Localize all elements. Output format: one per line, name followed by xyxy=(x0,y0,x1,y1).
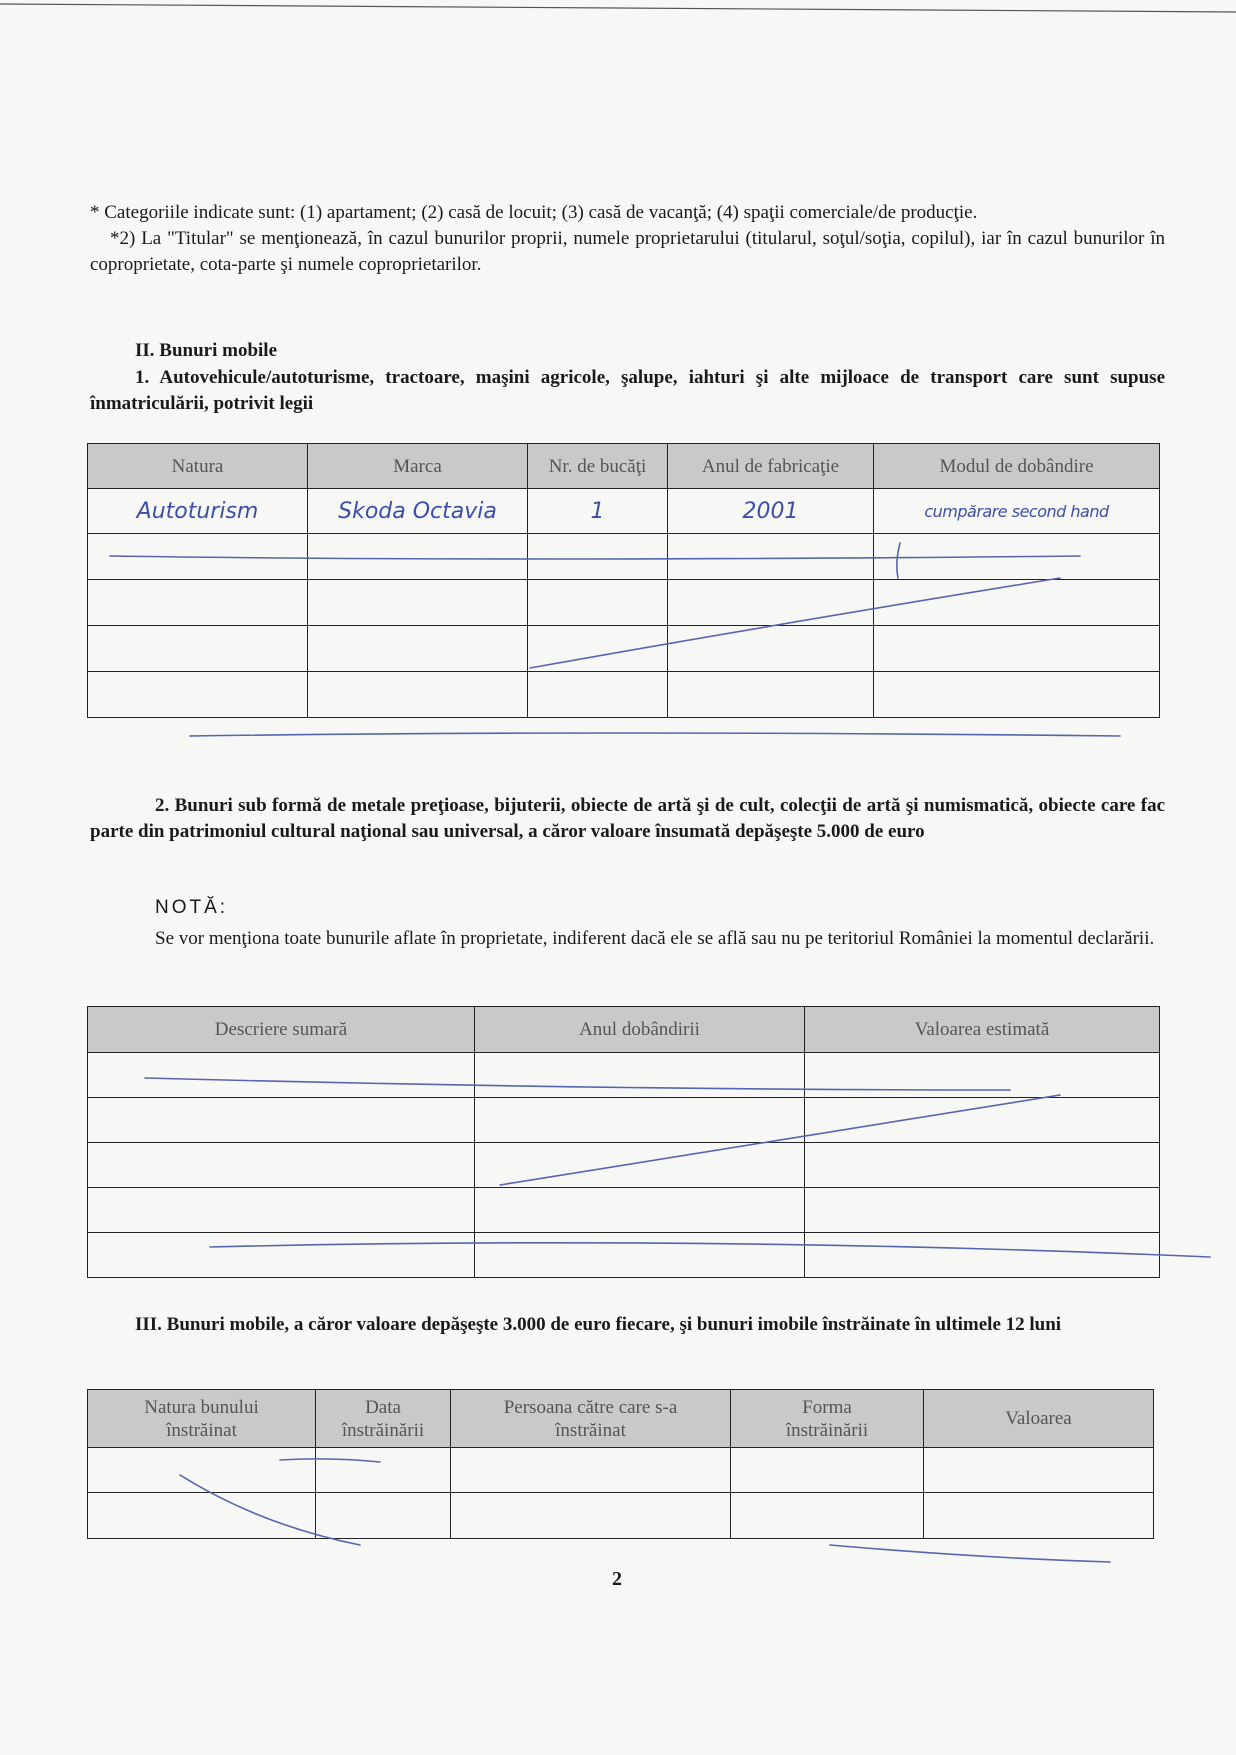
valuables-table xyxy=(87,1006,1160,1278)
footnote-categories: * Categoriile indicate sunt: (1) apartament; (2) casă de locuit; (3) casă de vacanţă; (4) spaţii comerciale/de producţie. xyxy=(90,202,978,223)
col-header-natura: Natura xyxy=(88,444,308,489)
header-line: Forma xyxy=(802,1396,852,1418)
footnotes xyxy=(90,200,1165,278)
col-header-data xyxy=(316,1390,451,1448)
vehicles-table xyxy=(87,443,1160,718)
table-row xyxy=(88,1493,1154,1539)
cell-nr-bucati: 1 xyxy=(528,489,668,534)
table-row xyxy=(88,1098,1160,1143)
section-title-bunuri-instrainate: III. Bunuri mobile, a căror valoare depăşeşte 3.000 de euro fiecare, şi bunuri imobile înstrăinate în ultimele 12 luni xyxy=(135,1314,1062,1335)
strike-line xyxy=(830,1545,1110,1562)
table-row xyxy=(88,672,1160,718)
table-row xyxy=(88,534,1160,580)
header-line: Natura bunului xyxy=(144,1396,259,1418)
header-line: Valoarea xyxy=(1005,1408,1072,1429)
col-header-mod-dobandire: Modul de dobândire xyxy=(874,444,1160,489)
header-line: înstrăinării xyxy=(785,1419,869,1441)
cell-an-fabricatie: 2001 xyxy=(668,489,874,534)
col-header-valoarea xyxy=(924,1390,1154,1448)
subsection-autovehicule-title: 1. Autovehicule/autoturisme, tractoare, maşini agricole, şalupe, iahturi şi alte mijloace de transport care sunt supuse înmatriculării, potrivit legii xyxy=(90,367,1165,414)
table-row xyxy=(88,1448,1154,1493)
table-row xyxy=(88,1188,1160,1233)
nota-label: NOTĂ: xyxy=(155,897,229,918)
col-header-natura-bunului xyxy=(88,1390,316,1448)
header-line: Persoana către care s-a xyxy=(503,1396,678,1418)
footnote-titular: *2) La "Titular" se menţionează, în cazul bunurilor proprii, numele proprietarului (titularul, soţul/soţia, copilul), iar în cazul bunurilor în coproprietate, cota-parte şi numele coproprietarilor. xyxy=(90,228,1165,275)
header-line: înstrăinării xyxy=(341,1419,425,1441)
cell-marca: Skoda Octavia xyxy=(308,489,528,534)
section-title-bunuri-mobile: II. Bunuri mobile xyxy=(135,340,278,361)
col-header-persoana xyxy=(451,1390,731,1448)
table-row xyxy=(88,580,1160,626)
table-row xyxy=(88,1233,1160,1278)
col-header-descriere: Descriere sumară xyxy=(88,1007,475,1053)
col-header-marca: Marca xyxy=(308,444,528,489)
table-row xyxy=(88,489,1160,534)
table-header-row xyxy=(88,1390,1154,1448)
cell-mod-dobandire: cumpărare second hand xyxy=(874,489,1160,534)
nota-text: Se vor menţiona toate bunurile aflate în proprietate, indiferent dacă ele se află sau nu pe teritoriul României la momentul declarării. xyxy=(155,928,1155,949)
table-row xyxy=(88,626,1160,672)
table-row xyxy=(88,1053,1160,1098)
col-header-forma xyxy=(731,1390,924,1448)
col-header-an-fabricatie: Anul de fabricaţie xyxy=(668,444,874,489)
col-header-an-dobandire: Anul dobândirii xyxy=(475,1007,805,1053)
col-header-nr-bucati: Nr. de bucăţi xyxy=(528,444,668,489)
header-line: înstrăinat xyxy=(166,1419,237,1441)
header-line: Data xyxy=(365,1396,401,1418)
col-header-valoare-estimata: Valoarea estimată xyxy=(805,1007,1160,1053)
table-row xyxy=(88,1143,1160,1188)
scan-edge-line xyxy=(0,0,1236,14)
table-header-row xyxy=(88,444,1160,489)
page-number: 2 xyxy=(612,1568,622,1590)
strike-line xyxy=(190,733,1120,736)
alienated-goods-table xyxy=(87,1389,1154,1539)
header-line: înstrăinat xyxy=(555,1419,626,1441)
subsection-metale-pretioase-title: 2. Bunuri sub formă de metale preţioase, bijuterii, obiecte de artă şi de cult, colecţii de artă şi numismatică, obiecte care fac parte din patrimoniul cultural naţional sau universal, a căror valoare însumată depăşeşte 5.000 de euro xyxy=(90,795,1165,842)
cell-natura: Autoturism xyxy=(88,489,308,534)
table-header-row xyxy=(88,1007,1160,1053)
